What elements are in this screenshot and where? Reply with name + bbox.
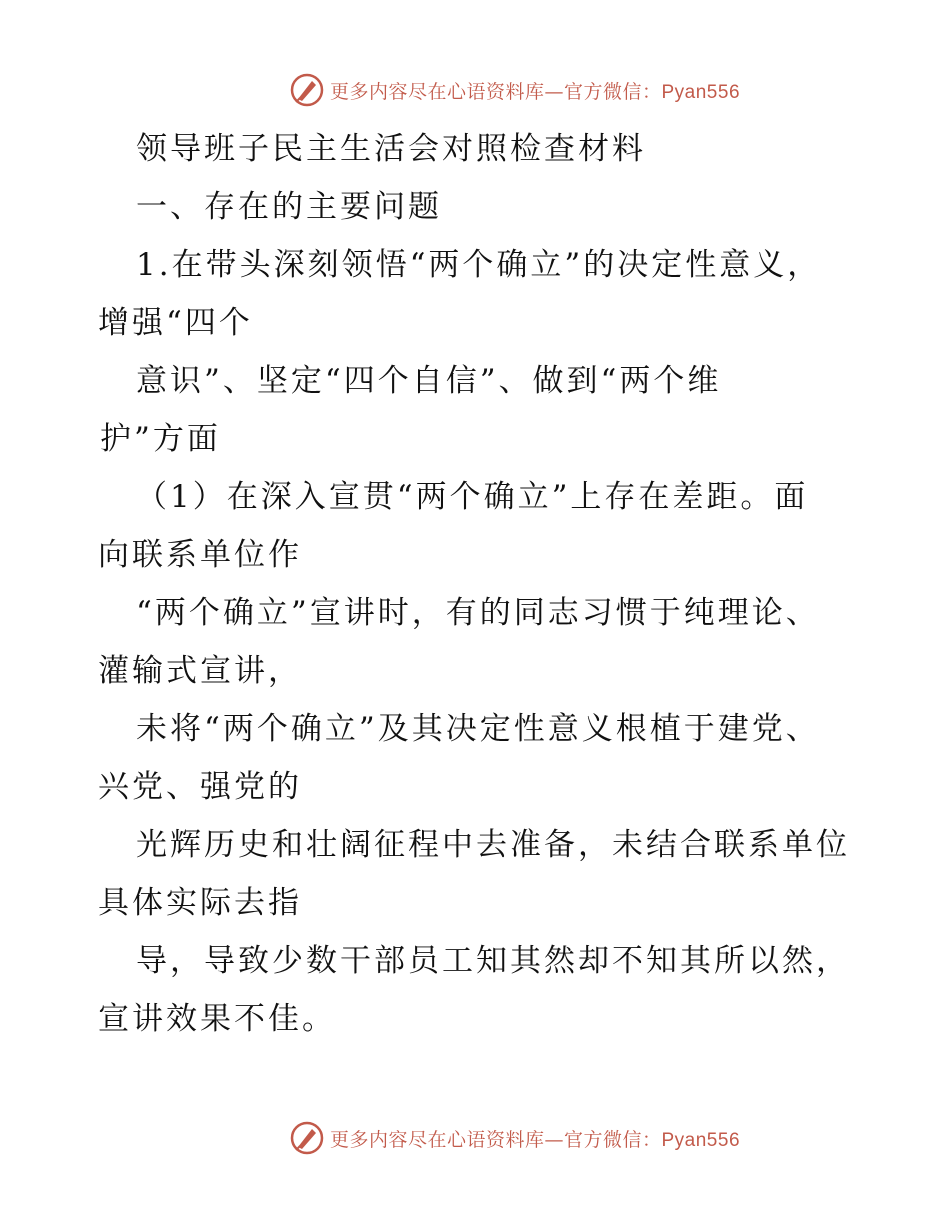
paragraph-line: 光辉历史和壮阔征程中去准备，未结合联系单位: [136, 827, 850, 863]
paragraph-line: 增强“四个: [98, 305, 253, 341]
document-body: [98, 120, 878, 1048]
header-banner-dash: —: [544, 80, 564, 103]
paragraph-line: 灌输式宣讲，: [98, 653, 302, 689]
paragraph-line: 1.在带头深刻领悟“两个确立”的决定性意义，: [136, 247, 822, 283]
footer-banner-text: [330, 1125, 740, 1152]
quill-pen-logo-icon: [290, 73, 324, 107]
header-banner: [0, 70, 950, 110]
footer-banner-dash: —: [544, 1128, 564, 1151]
paragraph-line: 具体实际去指: [98, 885, 302, 921]
paragraph-line: 向联系单位作: [98, 537, 302, 573]
footer-banner-account: Pyan556: [661, 1129, 741, 1151]
paragraph-line: （1）在深入宣贯“两个确立”上存在差距。面: [136, 479, 809, 515]
paragraph-line: 护”方面: [100, 421, 221, 457]
section-heading: 一、存在的主要问题: [136, 189, 442, 225]
quill-pen-logo-icon: [290, 1121, 324, 1155]
header-banner-account: Pyan556: [661, 81, 741, 103]
paragraph-line: 宣讲效果不佳。: [98, 1001, 336, 1037]
header-banner-text: [330, 77, 740, 104]
paragraph-line: 导，导致少数干部员工知其然却不知其所以然，: [136, 943, 850, 979]
paragraph-line: 兴党、强党的: [98, 769, 302, 805]
header-banner-wechat: 官方微信：: [563, 80, 662, 103]
document-title: 领导班子民主生活会对照检查材料: [136, 131, 646, 167]
header-banner-main: 更多内容尽在心语资料库: [329, 80, 545, 103]
paragraph-line: 意识”、坚定“四个自信”、做到“两个维: [136, 363, 722, 399]
paragraph-line: 未将“两个确立”及其决定性意义根植于建党、: [136, 711, 820, 747]
footer-banner-main: 更多内容尽在心语资料库: [329, 1128, 545, 1151]
footer-banner-wechat: 官方微信：: [563, 1128, 662, 1151]
paragraph-line: “两个确立”宣讲时，有的同志习惯于纯理论、: [136, 595, 820, 631]
footer-banner: [0, 1118, 950, 1158]
